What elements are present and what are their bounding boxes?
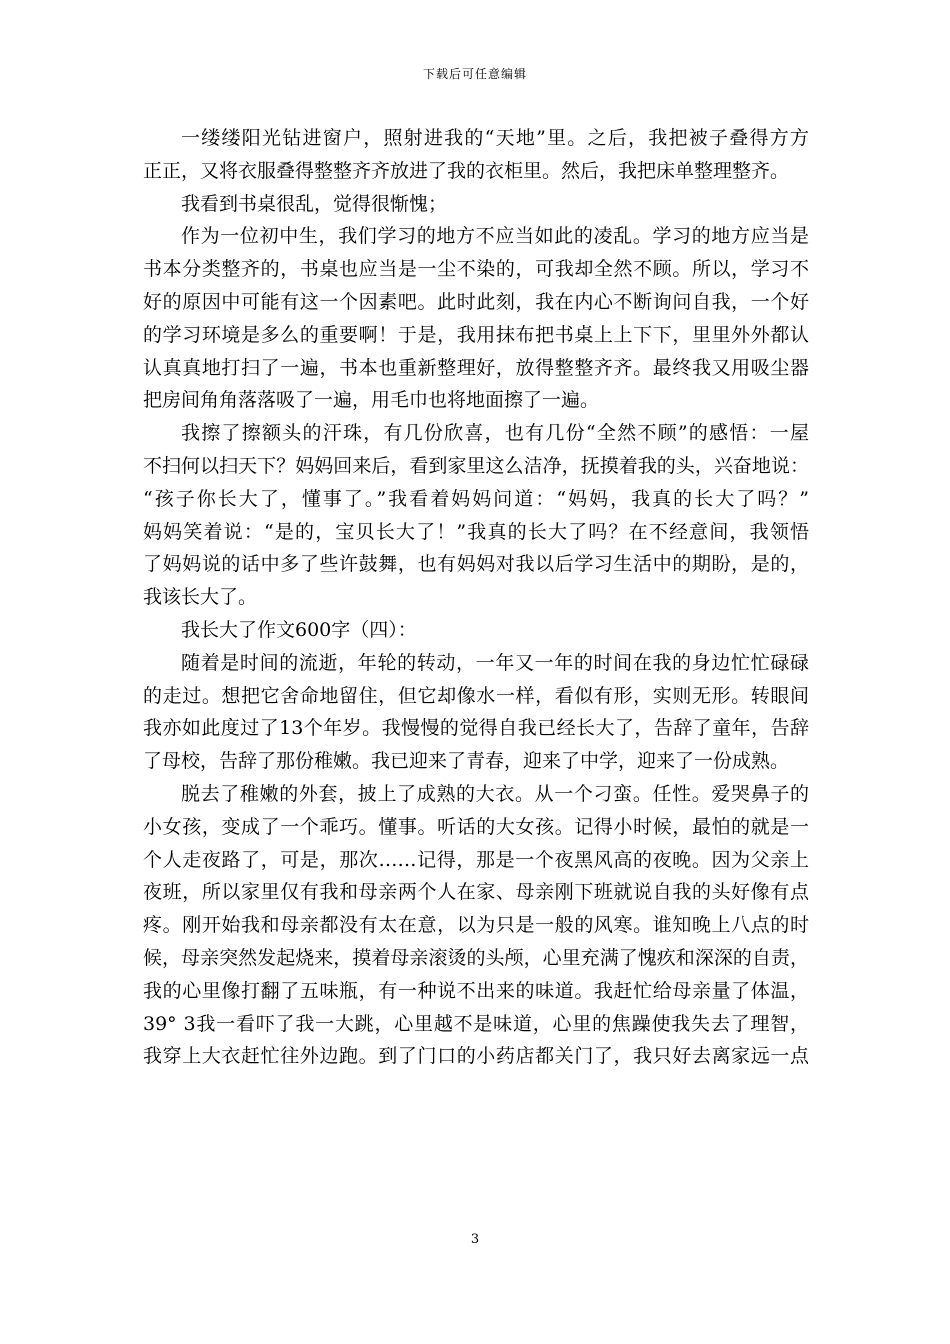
text-line: 我该长大了。	[143, 586, 258, 609]
text-line: 好的原因中可能有这一个因素吧。此时此刻，我在内心不断询问自我，一个好	[143, 290, 809, 313]
text-line: 疼。刚开始我和母亲都没有太在意，以为只是一般的风寒。谁知晚上八点的时	[143, 914, 809, 937]
text-line: 脱去了稚嫩的外套，披上了成熟的大衣。从一个刁蛮。任性。爱哭鼻子的	[181, 782, 809, 805]
text-line: 把房间角角落落吸了一遍，用毛巾也将地面擦了一遍。	[143, 389, 600, 412]
text-line: 我穿上大衣赶忙往外边跑。到了门口的小药店都关门了，我只好去离家远一点	[143, 1045, 809, 1068]
text-line: 了妈妈说的话中多了些许鼓舞，也有妈妈对我以后学习生活中的期盼，是的，	[143, 553, 809, 576]
text-line: 的走过。想把它舍命地留住，但它却像水一样，看似有形，实则无形。转眼间	[143, 684, 809, 707]
text-line: 的学习环境是多么的重要啊！于是，我用抹布把书桌上上下下，里里外外都认	[143, 323, 809, 346]
page-header: 下载后可任意编辑	[422, 67, 527, 81]
text-line: 夜班，所以家里仅有我和母亲两个人在家、母亲刚下班就说自我的头好像有点	[143, 881, 809, 904]
text-line: 我的心里像打翻了五味瓶，有一种说不出来的味道。我赶忙给母亲量了体温，	[143, 979, 809, 1002]
text-line: 了母校，告辞了那份稚嫩。我已迎来了青春，迎来了中学，迎来了一份成熟。	[143, 750, 790, 773]
page-number: 3	[470, 1232, 480, 1247]
text-line: 39° 3我一看吓了我一大跳，心里越不是味道，心里的焦躁使我失去了理智，	[143, 1012, 809, 1035]
text-line: 小女孩，变成了一个乖巧。懂事。听话的大女孩。记得小时候，最怕的就是一	[143, 815, 809, 838]
text-line: 作为一位初中生，我们学习的地方不应当如此的凌乱。学习的地方应当是	[181, 225, 809, 248]
text-line: 不扫何以扫天下？妈妈回来后，看到家里这么洁净，抚摸着我的头，兴奋地说：	[143, 454, 809, 477]
text-line: 个人走夜路了，可是，那次……记得，那是一个夜黑风高的夜晚。因为父亲上	[143, 848, 809, 871]
text-line: 书本分类整齐的，书桌也应当是一尘不染的，可我却全然不顾。所以，学习不	[143, 258, 809, 281]
text-line: 一缕缕阳光钻进窗户，照射进我的“天地”里。之后，我把被子叠得方方	[181, 127, 809, 149]
text-line: 妈妈笑着说：“是的，宝贝长大了！”我真的长大了吗？在不经意间，我领悟	[143, 520, 809, 543]
text-line: 我亦如此度过了13个年岁。我慢慢的觉得自我已经长大了，告辞了童年，告辞	[143, 717, 809, 740]
text-line: 我长大了作文600字（四）：	[181, 618, 417, 641]
text-line: 候，母亲突然发起烧来，摸着母亲滚烫的头颅，心里充满了愧疚和深深的自责，	[143, 946, 809, 969]
text-line: 随着是时间的流逝，年轮的转动，一年又一年的时间在我的身边忙忙碌碌	[181, 651, 809, 674]
document-body	[143, 122, 809, 1073]
text-line: 认真真地打扫了一遍，书本也重新整理好，放得整整齐齐。最终我又用吸尘器	[143, 356, 809, 379]
text-line: 正正，又将衣服叠得整整齐齐放进了我的衣柜里。然后，我把床单整理整齐。	[143, 159, 790, 182]
text-line: 我擦了擦额头的汗珠，有几份欣喜，也有几份“全然不顾”的感悟：一屋	[181, 422, 809, 445]
text-line: 我看到书桌很乱，觉得很惭愧；	[181, 192, 448, 215]
text-line: “孩子你长大了，懂事了。”我看着妈妈问道：“妈妈，我真的长大了吗？”	[143, 487, 809, 510]
